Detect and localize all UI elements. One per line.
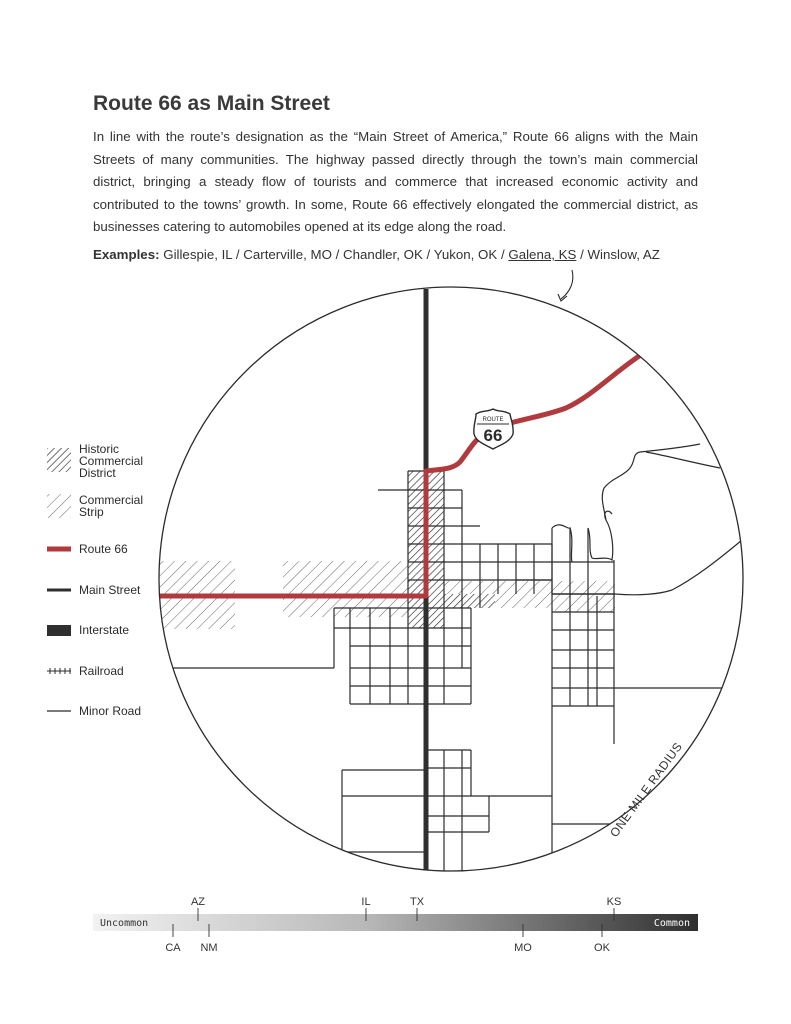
shield-top-text: ROUTE bbox=[482, 417, 504, 423]
page-title: Route 66 as Main Street bbox=[93, 92, 330, 115]
legend-label-route66: Route 66 bbox=[79, 542, 128, 556]
historic-district-areas bbox=[408, 471, 495, 628]
legend-label-railroad: Railroad bbox=[79, 664, 124, 678]
scale-state-il: IL bbox=[361, 896, 371, 908]
legend-swatch-strip bbox=[47, 494, 71, 518]
callout-arrow bbox=[561, 270, 573, 299]
legend-swatch-historic bbox=[47, 448, 71, 472]
examples-list-end: / Winslow, AZ bbox=[576, 247, 660, 262]
examples-label: Examples: bbox=[93, 247, 160, 262]
scale-state-nm: NM bbox=[200, 942, 218, 954]
minor-roads bbox=[160, 444, 742, 872]
examples-highlight-town: Galena, KS bbox=[508, 247, 577, 262]
map-legend bbox=[47, 442, 143, 718]
legend-label-historic-1: Historic bbox=[79, 442, 120, 456]
scale-gradient-bar bbox=[93, 914, 698, 931]
scale-state-mo: MO bbox=[514, 942, 532, 954]
shield-number-text: 66 bbox=[483, 426, 503, 445]
scale-state-tx: TX bbox=[409, 896, 425, 908]
scale-state-ca: CA bbox=[165, 942, 181, 954]
legend-label-strip-2: Strip bbox=[79, 505, 104, 519]
scale-state-az: AZ bbox=[190, 896, 206, 908]
legend-label-main-street: Main Street bbox=[79, 583, 141, 597]
scale-left-label: Uncommon bbox=[100, 918, 149, 929]
scale-state-ok: OK bbox=[594, 942, 610, 954]
route-66-shield-icon bbox=[474, 409, 513, 449]
legend-label-minor-road: Minor Road bbox=[79, 704, 142, 718]
intro-paragraph: In line with the route’s designation as the “Main Street of America,” Route 66 aligns with the Main Streets of many communities. The highway passed directly through the town’s main commercial district, bringing a steady flow of tourists and commerce that increased economic activity and contributed to the towns’ growth. In some, Route 66 effectively elongated the commercial district, as businesses catering to automobiles opened at its edge along the road. bbox=[93, 129, 698, 234]
legend-label-historic-2: Commercial bbox=[79, 454, 144, 468]
legend-label-strip-1: Commercial bbox=[79, 493, 144, 507]
examples-list-start: Gillespie, IL / Carterville, MO / Chandler, OK / Yukon, OK / bbox=[159, 247, 509, 262]
radius-label: ONE MILE RADIUS bbox=[607, 739, 686, 840]
legend-label-historic-3: District bbox=[79, 466, 116, 480]
commonness-scale bbox=[93, 896, 698, 954]
legend-label-interstate: Interstate bbox=[79, 623, 130, 637]
scale-state-ks: KS bbox=[606, 896, 622, 908]
scale-right-label: Common bbox=[653, 918, 690, 929]
legend-swatch-railroad bbox=[47, 668, 71, 674]
legend-swatch-interstate bbox=[47, 625, 71, 636]
